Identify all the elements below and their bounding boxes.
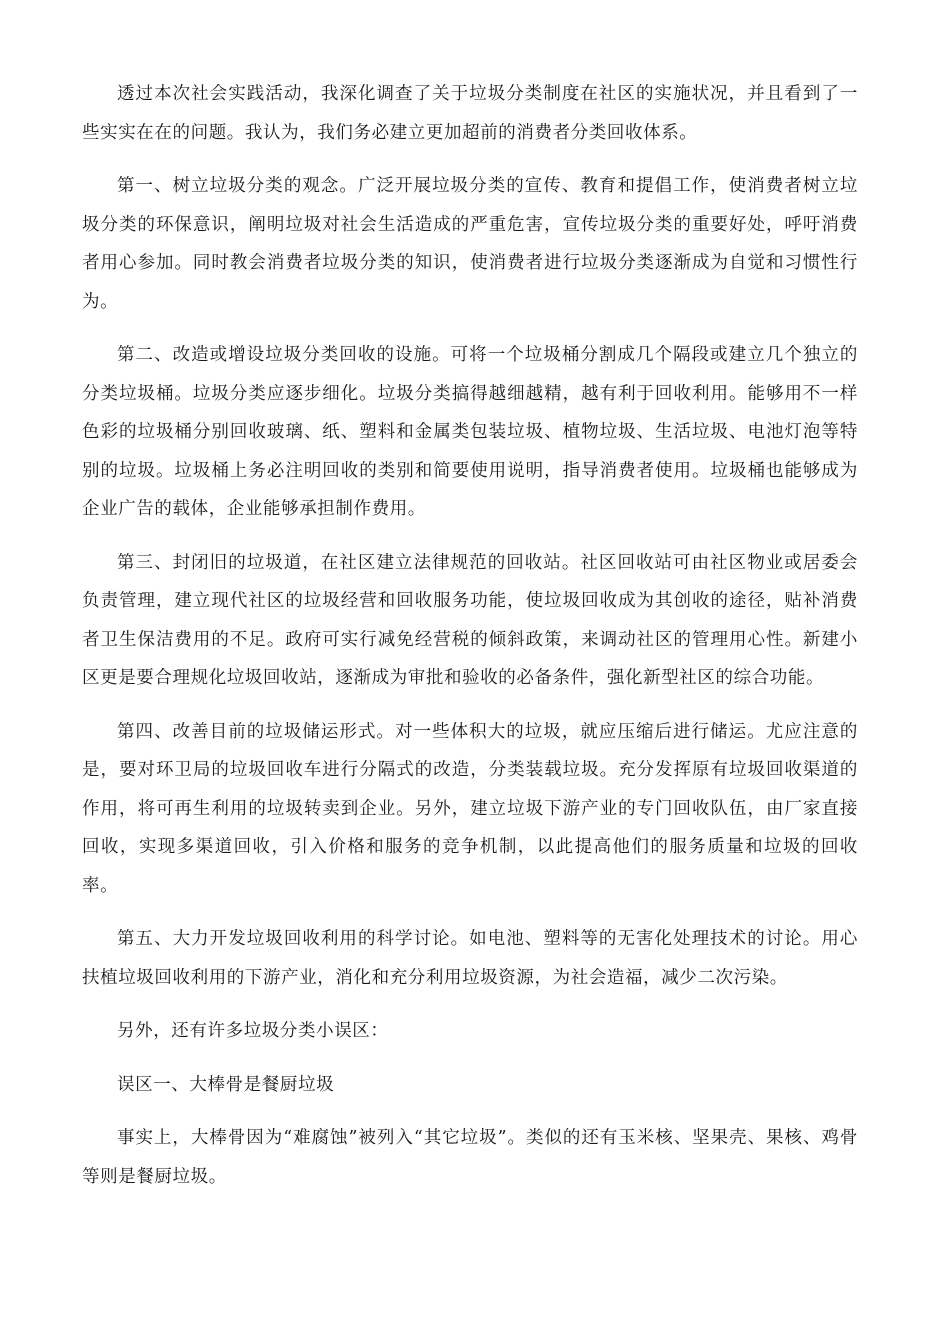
paragraph-point-four: 第四、改善目前的垃圾储运形式。对一些体积大的垃圾，就应压缩后进行储运。尤应注意的是，要对环卫局的垃圾回收车进行分隔式的改造，分类装载垃圾。充分发挥原有垃圾回收渠道的作用，将可再生利用的垃圾转卖到企业。另外，建立垃圾下游产业的专门回收队伍，由厂家直接回收，实现多渠道回收，引入价格和服务的竞争机制，以此提高他们的服务质量和垃圾的回收率。 [82, 721, 858, 896]
document-body [82, 75, 858, 1211]
paragraph-misconceptions-intro: 另外，还有许多垃圾分类小误区： [117, 1021, 389, 1041]
paragraph-point-five: 第五、大力开发垃圾回收利用的科学讨论。如电池、塑料等的无害化处理技术的讨论。用心扶植垃圾回收利用的下游产业，消化和充分利用垃圾资源，为社会造福，减少二次污染。 [82, 929, 858, 988]
paragraph-point-one: 第一、树立垃圾分类的观念。广泛开展垃圾分类的宣传、教育和提倡工作，使消费者树立垃圾分类的环保意识，阐明垃圾对社会生活造成的严重危害，宣传垃圾分类的重要好处，呼吁消费者用心参加。同时教会消费者垃圾分类的知识，使消费者进行垃圾分类逐渐成为自觉和习惯性行为。 [82, 176, 858, 312]
paragraph-intro: 透过本次社会实践活动，我深化调查了关于垃圾分类制度在社区的实施状况，并且看到了一些实实在在的问题。我认为，我们务必建立更加超前的消费者分类回收体系。 [82, 84, 858, 143]
paragraph-point-three: 第三、封闭旧的垃圾道，在社区建立法律规范的回收站。社区回收站可由社区物业或居委会负责管理，建立现代社区的垃圾经营和回收服务功能，使垃圾回收成为其创收的途径，贴补消费者卫生保洁费用的不足。政府可实行减免经营税的倾斜政策，来调动社区的管理用心性。新建小区更是要合理规化垃圾回收站，逐渐成为审批和验收的必备条件，强化新型社区的综合功能。 [82, 552, 858, 688]
paragraph-misconception-one-heading: 误区一、大棒骨是餐厨垃圾 [117, 1074, 335, 1095]
paragraph-point-two: 第二、改造或增设垃圾分类回收的设施。可将一个垃圾桶分割成几个隔段或建立几个独立的分类垃圾桶。垃圾分类应逐步细化。垃圾分类搞得越细越精，越有利于回收利用。能够用不一样色彩的垃圾桶分别回收玻璃、纸、塑料和金属类包装垃圾、植物垃圾、生活垃圾、电池灯泡等特别的垃圾。垃圾桶上务必注明回收的类别和简要使用说明，指导消费者使用。垃圾桶也能够成为企业广告的载体，企业能够承担制作费用。 [82, 345, 858, 519]
paragraph-misconception-one-detail: 事实上，大棒骨因为“难腐蚀”被列入“其它垃圾”。类似的还有玉米核、坚果壳、果核、鸡骨等则是餐厨垃圾。 [82, 1128, 858, 1187]
